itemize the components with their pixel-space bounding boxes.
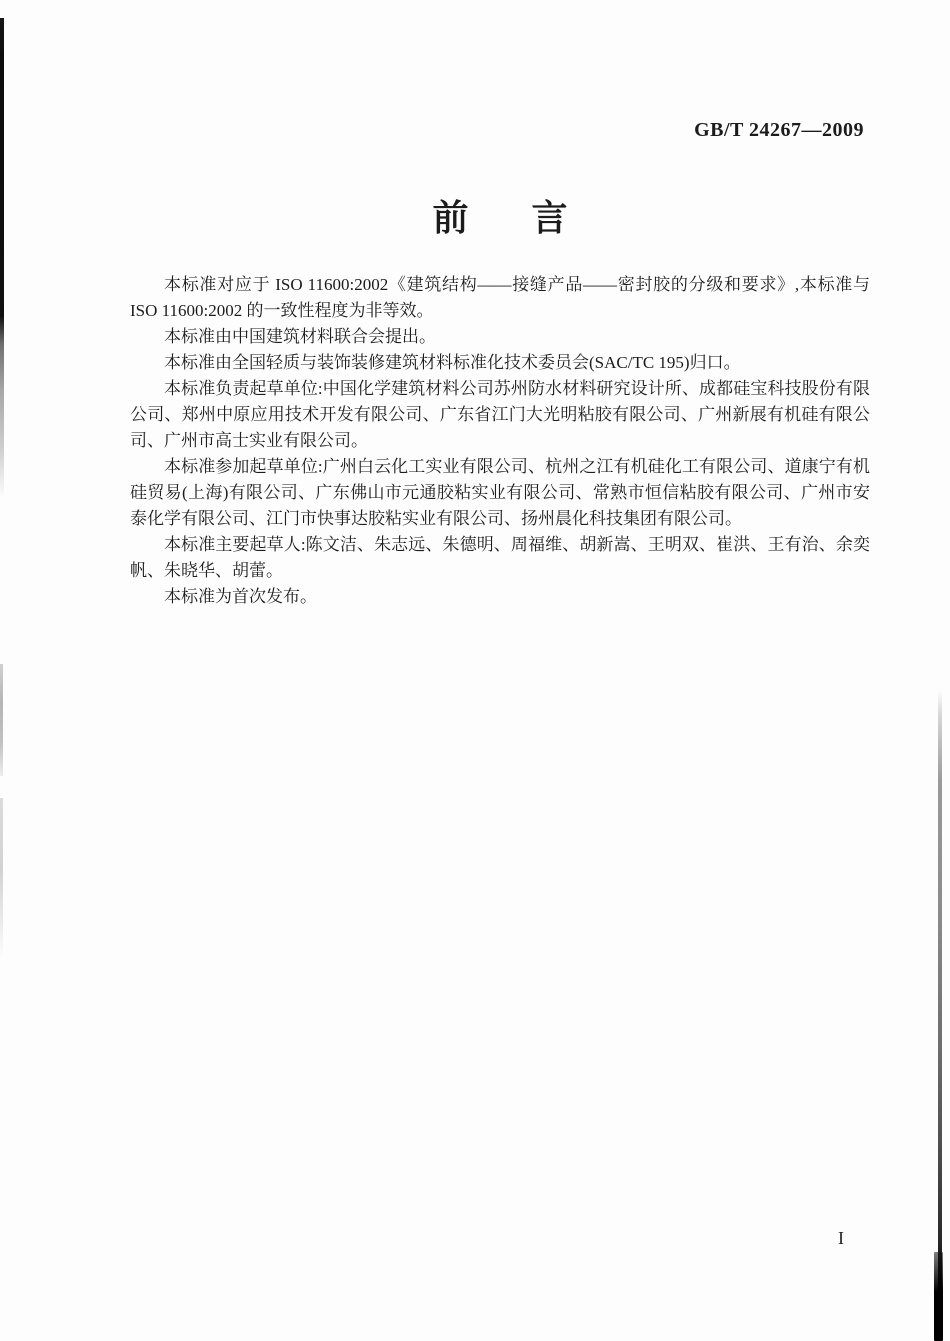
page-title: 前言 (432, 198, 631, 238)
foreword-paragraph: 本标准为首次发布。 (164, 587, 317, 606)
foreword-paragraph: 本标准主要起草人:陈文洁、朱志远、朱德明、周福维、胡新嵩、王明双、崔洪、王有治、余奕帆、朱晓华、胡蕾。 (130, 535, 870, 580)
foreword-body (130, 272, 870, 610)
scan-edge-left-mid (0, 664, 3, 776)
page-number: I (838, 1228, 844, 1248)
scan-edge-right (938, 690, 942, 1341)
title-row (130, 190, 870, 241)
standard-code: GB/T 24267—2009 (694, 119, 864, 141)
scan-edge-left-top (0, 18, 4, 498)
foreword-paragraph: 本标准由中国建筑材料联合会提出。 (164, 327, 436, 346)
foreword-paragraph: 本标准参加起草单位:广州白云化工实业有限公司、杭州之江有机硅化工有限公司、道康宁有机硅贸易(上海)有限公司、广东佛山市元通胶粘实业有限公司、常熟市恒信粘胶有限公司、广州市安泰化学有限公司、江门市快事达胶粘实业有限公司、扬州晨化科技集团有限公司。 (130, 457, 870, 528)
foreword-paragraph: 本标准负责起草单位:中国化学建筑材料公司苏州防水材料研究设计所、成都硅宝科技股份有限公司、郑州中原应用技术开发有限公司、广东省江门大光明粘胶有限公司、广州新展有机硅有限公司、广州市高士实业有限公司。 (130, 379, 870, 450)
foreword-paragraph: 本标准对应于 ISO 11600:2002《建筑结构——接缝产品——密封胶的分级和要求》,本标准与 ISO 11600:2002 的一致性程度为非等效。 (130, 275, 870, 320)
scan-edge-left-lower (0, 798, 3, 958)
foreword-paragraph: 本标准由全国轻质与装饰装修建筑材料标准化技术委员会(SAC/TC 195)归口。 (164, 353, 741, 372)
scan-edge-right-bottom (934, 1252, 943, 1341)
